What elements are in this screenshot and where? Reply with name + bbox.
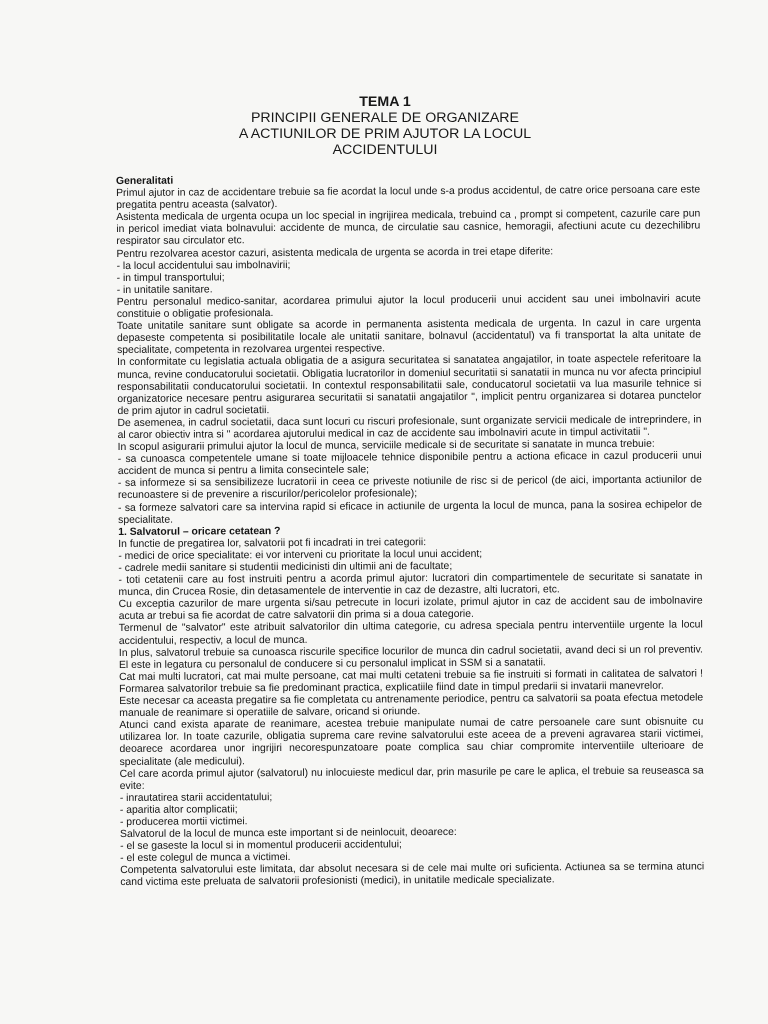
paragraph: Primul ajutor in caz de accidentare trebuie sa fie acordat la locul unde s-a produs accidentul, de catre orice persoana care este pregatita pentru aceasta (salvator). (116, 184, 701, 212)
title-topic-number: TEMA 1 (359, 94, 411, 110)
paragraph: Competenta salvatorului este limitata, dar absolut necesara si de cele mai multe ori suficienta. Actiunea sa se termina atunci cand victima este preluata de salvatorii profesionisti (medici), in unitatile medicale specializate. (120, 861, 705, 889)
list-item: - sa informeze si sa sensibilizeze lucratorii in ceea ce priveste notiunile de risc si de pericol (de aici, importanta actiunilor de recunoastere si de prevenire a riscurilor/pericolelor profesionale); (117, 474, 702, 502)
title-line-2: PRINCIPII GENERALE DE ORGANIZARE (250, 110, 520, 126)
paragraph: Cel care acorda primul ajutor (salvatorul) nu inlocuieste medicul dar, prin masurile pe care le aplica, el trebuie sa reuseasca sa evite: (119, 765, 704, 792)
title-line-3: A ACTIUNILOR DE PRIM AJUTOR LA LOCUL (238, 126, 532, 142)
list-item: - el este colegul de munca a victimei. (120, 852, 291, 865)
paragraph: Cu exceptia cazurilor de mare urgenta si/sau petrecute in locuri izolate, primul ajutor in caz de accident sau de imbolnavire acuta ar trebui sa fie acordat de catre salvatorii din prima si a doua categorie. (118, 595, 703, 623)
paragraph: In conformitate cu legislatia actuala obligatia de a asigura securitatea si sanatatea angajatilor, in toate aspectele referitoare la munca, revine conducatorului societatii. Obligatia lucratorilor in domeniul securitatii si sanatatii in munca nu vor afecta principiul responsabilitatii conducatorului societatii. In contextul responsabilitatii sale, conducatorul societatii va lua masurile tehnice si organizatorice necesare pentru asigurarea securitatii si sanatatii angajatilor ", implicit pentru organizarea si dotarea punctelor de prim ajutor in cadrul societatii. (117, 353, 702, 417)
list-item: - sa formeze salvatori care sa intervina rapid si eficace in actiunile de urgenta la locul de munca, pana la sosirea echipelor de specialitate. (117, 498, 703, 526)
paragraph: Termenul de "salvator" este atribuit salvatorilor din ultima categorie, cu adresa speciala pentru interventiile urgente la locul accidentului, respectiv, a locul de munca. (118, 619, 703, 647)
list-item: - aparitia altor complicatii; (119, 804, 238, 816)
list-item: - inrautatirea starii accidentatului; (119, 791, 273, 804)
document-body (116, 172, 704, 889)
list-item: - toti cetatenii care au fost instruiti pentru a acorda primul ajutor: lucratori din compartimentele de securitate si sanatate in munca, din Crucea Rosie, din detasamentele de interventie in caz de dezastre, alti lucratori, etc. (118, 571, 703, 599)
paragraph: Salvatorul de la locul de munca este important si de neinlocuit, deoarece: (119, 826, 457, 841)
paragraph: Este necesar ca aceasta pregatire sa fie completata cu antrenamente periodice, pentru ca salvatorii sa poata efectua metodele manuale de reanimare si operatiile de salvare, oricand si oriunde. (119, 692, 704, 720)
list-item: - producerea mortii victimei. (119, 816, 248, 828)
paragraph: Toate unitatile sanitare sunt obligate sa acorde in permanenta asistenta medicala de urgenta. In cazul in care urgenta depaseste competenta si posibilitatile locale ale unitatii sanitare, bolnavul (accidentatul) va fi transportat la alta unitate de specialitate, competenta in rezolvarea urgentei respective. (116, 317, 702, 357)
title-line-4: ACCIDENTULUI (332, 142, 438, 158)
paragraph: Pentru rezolvarea acestor cazuri, asistenta medicala de urgenta se acorda in trei etape diferite: (116, 245, 554, 260)
list-item: - cadrele medii sanitare si studentii medicinisti din ultimii ani de facultate; (118, 560, 453, 574)
paragraph: Asistenta medicala de urgenta ocupa un loc special in ingrijirea medicala, trebuind ca , prompt si competent, cazurile care pun in pericol imediat viata bolnavului: accidente de munca, de circulatie sau casnice, hemoragii, afectiuni acute cu dezechilibru respirator sau circulator etc. (116, 208, 701, 248)
list-item: - sa cunoasca competentele umane si toate mijloacele tehnice disponibile pentru a actiona eficace in cazul producerii unui accident de munca si pentru a limita consecintele sale; (117, 450, 702, 478)
section-heading-salvatorul: 1. Salvatorul – oricare cetatean ? (118, 525, 281, 538)
list-item: - el se gaseste la locul si in momentul producerii accidentului; (120, 839, 402, 853)
list-item: - medici de orice specialitate: ei vor interveni cu prioritate la locul unui accident; (118, 548, 483, 562)
document-title (200, 94, 570, 158)
paragraph: In plus, salvatorul trebuie sa cunoasca riscurile specifice locurilor de munca din cadrul societatii, avand deci si un rol preventiv. El este in legatura cu personalul de conducere si cu personalul implicat in SSM si a sanatatii. (118, 644, 703, 671)
paragraph: In scopul asigurarii primului ajutor la locul de munca, serviciile medicale si de securitate si sanatate in munca trebuie: (117, 438, 655, 454)
paragraph: Pentru personalul medico-sanitar, acordarea primului ajutor la locul producerii unui accident sau unei imbolnaviri acute constituie o obligatie profesionala. (116, 293, 701, 321)
paragraph: Cat mai multi lucratori, cat mai multe persoane, cat mai multi cetateni trebuie sa fie instruiti si formati in calitatea de salvatori ! Formarea salvatorilor trebuie sa fie predominant practica, explicatiile fiind date in timpul predarii si invatarii manevrelor. (119, 668, 704, 695)
list-item: - in timpul transportului; (116, 272, 225, 284)
paragraph: De asemenea, in cadrul societatii, daca sunt locuri cu riscuri profesionale, sunt organizate servicii medicale de intreprindere, in al caror obiectiv intra si " acordarea ajutorului medical in caz de accidente sau imbolnaviri acute in timpul activitatii ". (117, 414, 702, 441)
section-heading-generalitati: Generalitati (116, 175, 174, 187)
paragraph: Atunci cand exista aparate de reanimare, acestea trebuie manipulate numai de catre persoanele care sunt obisnuite cu utilizarea lor. In toate cazurile, obligatia suprema care revine salvatorului este aceea de a preveni agravarea starii victimei, deoarece acordarea unor ingrijiri necorespunzatoare poate complica sau chiar compromite interventiile ulterioare de specialitate (ale medicului). (119, 716, 704, 768)
paragraph: In functie de pregatirea lor, salvatorii pot fi incadrati in trei categorii: (118, 536, 427, 550)
list-item: - la locul accidentului sau imbolnavirii; (116, 259, 291, 272)
list-item: - in unitatile sanitare. (116, 284, 213, 296)
